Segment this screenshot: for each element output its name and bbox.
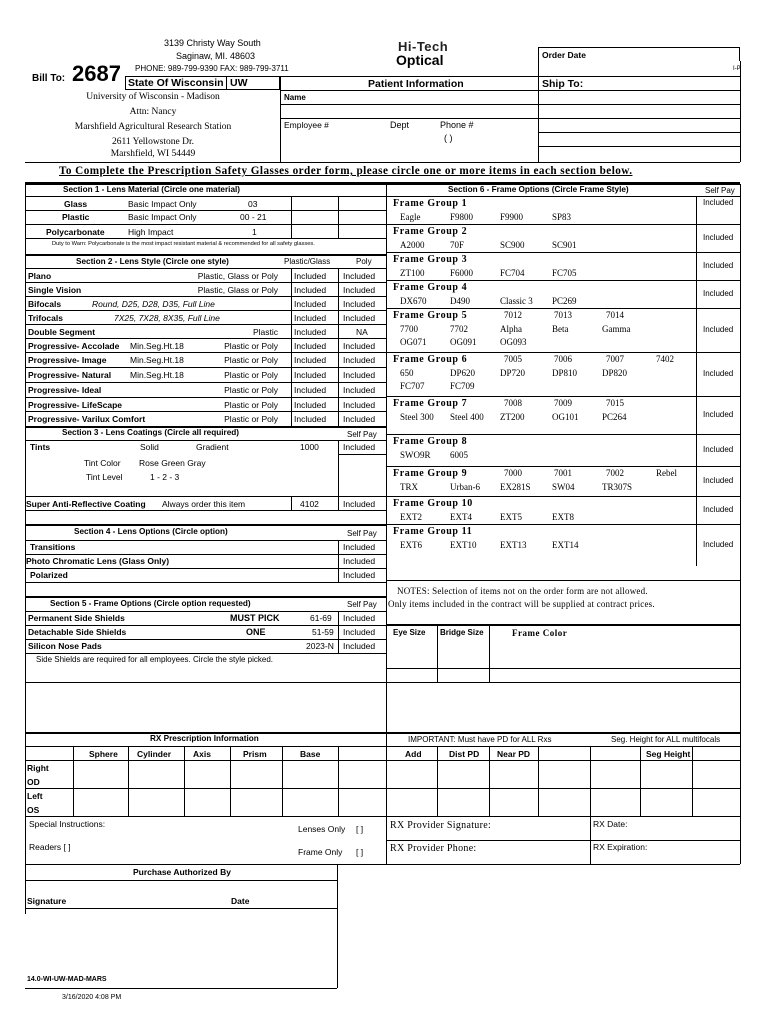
s2-row-name: Trifocals (28, 313, 63, 323)
frame-group-included: Included (703, 445, 734, 454)
bill-line-5: Marshfield, WI 54449 (110, 149, 196, 159)
patient-info-label: Patient Information (368, 78, 464, 90)
frame-model[interactable]: EXT10 (450, 540, 477, 550)
bill-to-number: 2687 (72, 61, 121, 86)
frame-group-divider (386, 524, 740, 525)
frame-model[interactable]: TR307S (602, 482, 633, 492)
frame-model[interactable]: ZT200 (500, 412, 525, 422)
frame-model[interactable]: DP820 (602, 368, 628, 378)
frame-model[interactable]: 7012 (504, 310, 522, 320)
date-label: Date (231, 896, 250, 906)
order-date-label: Order Date (542, 50, 586, 60)
frame-model[interactable]: EXT14 (552, 540, 579, 550)
s1-code-2: 1 (252, 227, 257, 237)
dept-label: Dept (390, 120, 410, 130)
frame-model[interactable]: 7009 (554, 398, 572, 408)
frame-model[interactable]: SWO9R (400, 450, 431, 460)
frame-model[interactable]: 7008 (504, 398, 522, 408)
employee-label: Employee # (284, 120, 329, 130)
frame-group-included: Included (703, 476, 734, 485)
s2-row-plastic-glass: Included (294, 299, 327, 309)
s2-row-divider (25, 282, 386, 283)
frame-model[interactable]: F9900 (500, 212, 524, 222)
frame-model[interactable]: OG093 (500, 337, 527, 347)
s2-row-divider (25, 382, 386, 383)
frame-group-included: Included (703, 261, 734, 270)
readers-checkbox[interactable]: Readers [ ] (29, 842, 71, 852)
s2-row-divider (25, 352, 386, 353)
s1-desc-0: Basic Impact Only (128, 199, 197, 209)
s2-col-pg: Plastic/Glass (284, 257, 331, 266)
s5-name-1: Detachable Side Shields (28, 627, 127, 637)
frame-group-title: Frame Group 1 (393, 198, 468, 209)
s1-name-0: Glass (64, 199, 88, 209)
ar-label: Super Anti-Reflective Coating (26, 499, 146, 509)
frame-model[interactable]: SP83 (552, 212, 572, 222)
signature-label: Signature (27, 896, 67, 906)
tints-value: Included (343, 442, 376, 452)
s1-code-1: 00 - 21 (240, 212, 267, 222)
rx-col-sphere: Sphere (89, 749, 118, 759)
rx-seg-note: Seg. Height for ALL multifocals (611, 735, 721, 744)
frame-group-included: Included (703, 325, 734, 334)
s2-row-name: Progressive- Image (28, 355, 107, 365)
ship-to-label: Ship To: (542, 78, 584, 90)
must-pick: MUST PICK (230, 613, 280, 623)
s2-row-divider (25, 338, 386, 339)
frame-model[interactable]: FC709 (450, 381, 475, 391)
s2-row-detail: Min.Seg.Ht.18 (130, 370, 184, 380)
frame-model[interactable]: FC707 (400, 381, 425, 391)
frame-model[interactable]: EXT8 (552, 512, 574, 522)
address-line1: 3139 Christy Way South (164, 38, 261, 48)
tint-color-label: Tint Color (84, 458, 121, 468)
frame-group-title: Frame Group 7 (393, 398, 468, 409)
frame-only-label: Frame Only (298, 847, 343, 857)
tints-solid: Solid (140, 442, 159, 452)
s2-row-poly: Included (343, 313, 376, 323)
frame-model[interactable]: 70F (450, 240, 465, 250)
s2-row-divider (25, 367, 386, 368)
frame-model[interactable]: Beta (552, 324, 569, 334)
s2-row-divider (25, 296, 386, 297)
s2-row-plastic-glass: Included (294, 341, 327, 351)
frame-model[interactable]: Steel 300 (400, 412, 434, 422)
frame-model[interactable]: Eagle (400, 212, 421, 222)
s2-row-poly: Included (343, 355, 376, 365)
frame-model[interactable]: F6000 (450, 268, 474, 278)
notes-line2: Only items included in the contract will be supplied at contract prices. (388, 599, 655, 609)
frame-model[interactable]: OG071 (400, 337, 427, 347)
frame-group-title: Frame Group 10 (393, 498, 473, 509)
s2-row-detail: Min.Seg.Ht.18 (130, 341, 184, 351)
s2-row-material: Plastic or Poly (224, 414, 278, 424)
frame-group-divider (386, 252, 740, 253)
ar-note: Always order this item (162, 499, 246, 509)
frame-group-divider (386, 496, 740, 497)
s5-name-0: Permanent Side Shields (28, 613, 125, 623)
frame-model[interactable]: 7001 (554, 468, 572, 478)
name-field[interactable] (330, 92, 536, 103)
bridge-size-label: Bridge Size (440, 628, 484, 637)
section3-title: Section 3 - Lens Coatings (Circle all required) (62, 428, 239, 437)
lenses-only-checkbox[interactable]: [ ] (356, 824, 364, 834)
frame-model[interactable]: Classic 3 (500, 296, 533, 306)
rx-date-label: RX Date: (593, 819, 628, 829)
frame-group-divider (386, 434, 740, 435)
frame-model[interactable]: 7402 (656, 354, 674, 364)
bill-line-2: Attn: Nancy (129, 107, 177, 117)
frame-model[interactable]: A2000 (400, 240, 425, 250)
frame-group-title: Frame Group 4 (393, 282, 468, 293)
frame-group-included: Included (703, 369, 734, 378)
s6-self-pay: Self Pay (705, 186, 735, 195)
bill-line-4: 2611 Yellowstone Dr. (112, 137, 194, 147)
rx-important: IMPORTANT: Must have PD for ALL Rxs (408, 735, 552, 744)
frame-group-title: Frame Group 6 (393, 354, 468, 365)
s4-name-2: Polarized (30, 570, 68, 580)
state-label: State Of Wisconsin (128, 77, 224, 89)
tints-code: 1000 (300, 442, 319, 452)
frame-model[interactable]: DX670 (400, 296, 427, 306)
bill-line-3: Marshfield Agricultural Research Station (74, 122, 232, 132)
s2-row-name: Progressive- Ideal (28, 385, 102, 395)
frame-model[interactable]: SC900 (500, 240, 525, 250)
section5-title: Section 5 - Frame Options (Circle option requested) (50, 599, 251, 608)
s1-note: Duty to Warn: Polycarbonate is the most impact resistant material & recommended for all safety glasses. (52, 241, 315, 247)
s2-row-poly: NA (356, 327, 368, 337)
frame-model[interactable]: 7006 (554, 354, 572, 364)
tint-level-label: Tint Level (86, 472, 123, 482)
bill-to-label: Bill To: (32, 73, 66, 84)
s2-row-poly: Included (343, 341, 376, 351)
frame-model[interactable]: PC264 (602, 412, 627, 422)
form-code: 14.0-WI-UW-MAD-MARS (27, 976, 107, 983)
rx-expiration-label: RX Expiration: (593, 842, 648, 852)
bill-line-1: University of Wisconsin - Madison (86, 92, 220, 102)
s2-row-divider (25, 411, 386, 412)
s2-row-material: Plastic (252, 327, 278, 337)
s5-note: Side Shields are required for all employees. Circle the style picked. (36, 655, 274, 664)
corner-code: I-P (733, 66, 741, 72)
s2-row-name: Progressive- Varilux Comfort (28, 414, 146, 424)
frame-group-divider (386, 352, 740, 353)
lenses-only-label: Lenses Only (298, 824, 346, 834)
phone-parens: ( ) (444, 133, 453, 143)
rx-right: Right (27, 763, 49, 773)
ar-value: Included (343, 499, 376, 509)
frame-model[interactable]: Rebel (656, 468, 677, 478)
frame-group-title: Frame Group 5 (393, 310, 468, 321)
provider-signature-label: RX Provider Signature: (390, 820, 492, 831)
s2-row-material: Plastic or Poly (224, 385, 278, 395)
s2-row-plastic-glass: Included (294, 271, 327, 281)
instruction-text: To Complete the Prescription Safety Glasses order form, please circle one or more items in each section below. (59, 165, 633, 177)
frame-group-title: Frame Group 2 (393, 226, 468, 237)
frame-model[interactable]: TRX (400, 482, 418, 492)
frame-group-included: Included (703, 198, 734, 207)
logo-bottom: Optical (396, 52, 444, 68)
frame-group-title: Frame Group 3 (393, 254, 468, 265)
s5-name-2: Silicon Nose Pads (28, 641, 102, 651)
provider-phone-label: RX Provider Phone: (390, 843, 477, 854)
s2-row-plastic-glass: Included (294, 400, 327, 410)
s2-row-plastic-glass: Included (294, 385, 327, 395)
rx-od: OD (27, 777, 40, 787)
special-instructions: Special Instructions: (29, 819, 106, 829)
frame-group-divider (386, 280, 740, 281)
frame-model[interactable]: 7700 (400, 324, 418, 334)
s2-col-poly: Poly (356, 257, 372, 266)
frame-model[interactable]: EXT13 (500, 540, 527, 550)
frame-group-included: Included (703, 289, 734, 298)
phone-label: Phone # (440, 120, 474, 130)
ar-code: 4102 (300, 499, 319, 509)
frame-model[interactable]: D490 (450, 296, 470, 306)
s2-row-material: Plastic or Poly (224, 400, 278, 410)
rx-left: Left (27, 791, 43, 801)
s2-row-poly: Included (343, 271, 376, 281)
rx-col-axis: Axis (193, 749, 211, 759)
s2-row-divider (25, 310, 386, 311)
frame-model[interactable]: Alpha (500, 324, 522, 334)
rx-seg-height: Seg Height (646, 749, 691, 759)
frame-model[interactable]: 7015 (606, 398, 624, 408)
s4-value-2: Included (343, 570, 376, 580)
section1-title: Section 1 - Lens Material (Circle one material) (63, 185, 240, 194)
rx-near-pd: Near PD (497, 749, 531, 759)
s2-row-plastic-glass: Included (294, 414, 327, 424)
frame-model[interactable]: FC704 (500, 268, 525, 278)
rx-add: Add (405, 749, 422, 759)
frame-model[interactable]: 7002 (606, 468, 624, 478)
frame-group-included: Included (703, 540, 734, 549)
frame-model[interactable]: Gamma (602, 324, 631, 334)
s2-row-name: Progressive- LifeScape (28, 400, 123, 410)
tint-colors: Rose Green Gray (139, 458, 206, 468)
s2-row-material: Plastic or Poly (224, 341, 278, 351)
tint-levels: 1 - 2 - 3 (150, 472, 180, 482)
s3-self-pay: Self Pay (347, 430, 377, 439)
frame-color-label: Frame Color (512, 628, 568, 638)
s2-row-plastic-glass: Included (294, 355, 327, 365)
frame-model[interactable]: F9800 (450, 212, 474, 222)
s1-name-1: Plastic (62, 212, 90, 222)
rx-os: OS (27, 805, 40, 815)
s2-row-detail: Round, D25, D28, D35, Full Line (92, 299, 215, 309)
one-label: ONE (246, 627, 266, 637)
s2-row-material: Plastic or Poly (224, 370, 278, 380)
frame-group-title: Frame Group 11 (393, 526, 473, 537)
s1-name-2: Polycarbonate (46, 227, 105, 237)
logo-top: Hi-Tech (398, 39, 449, 54)
s2-row-detail: 7X25, 7X28, 8X35, Full Line (114, 313, 220, 323)
frame-group-title: Frame Group 8 (393, 436, 468, 447)
s2-row-plastic-glass: Included (294, 327, 327, 337)
frame-group-divider (386, 224, 740, 225)
section6-title: Section 6 - Frame Options (Circle Frame Style) (448, 185, 629, 194)
eye-size-label: Eye Size (393, 628, 426, 637)
tints-label: Tints (30, 442, 51, 452)
frame-model[interactable]: OG091 (450, 337, 477, 347)
frame-model[interactable]: 7014 (606, 310, 624, 320)
frame-model[interactable]: SW04 (552, 482, 575, 492)
phone-fax: PHONE: 989-799-9390 FAX: 989-799-3711 (135, 64, 289, 73)
rx-title: RX Prescription Information (150, 734, 259, 743)
frame-model[interactable]: SC901 (552, 240, 577, 250)
section2-title: Section 2 - Lens Style (Circle one style) (76, 257, 229, 266)
frame-model[interactable]: Urban-6 (450, 482, 480, 492)
s1-code-0: 03 (248, 199, 258, 209)
state-code: UW (230, 77, 248, 89)
frame-model[interactable]: FC705 (552, 268, 577, 278)
tints-gradient: Gradient (196, 442, 229, 452)
rx-col-cylinder: Cylinder (137, 749, 172, 759)
s2-row-divider (25, 324, 386, 325)
s2-row-name: Bifocals (28, 299, 62, 309)
frame-model[interactable]: 7005 (504, 354, 522, 364)
s2-row-poly: Included (343, 299, 376, 309)
frame-model[interactable]: Steel 400 (450, 412, 484, 422)
notes-line1: NOTES: Selection of items not on the order form are not allowed. (397, 586, 648, 596)
s5-code-0: 61-69 (310, 613, 332, 623)
frame-model[interactable]: 7702 (450, 324, 468, 334)
frame-group-included: Included (703, 505, 734, 514)
s5-code-1: 51-59 (312, 627, 334, 637)
frame-model[interactable]: EXT5 (500, 512, 522, 522)
s2-row-plastic-glass: Included (294, 313, 327, 323)
frame-group-divider (386, 396, 740, 397)
s4-self-pay: Self Pay (347, 529, 377, 538)
section4-title: Section 4 - Lens Options (Circle option) (74, 527, 228, 536)
s2-row-material: Plastic or Poly (224, 355, 278, 365)
rx-col-base: Base (300, 749, 321, 759)
frame-model[interactable]: 650 (400, 368, 414, 378)
s2-row-poly: Included (343, 370, 376, 380)
s2-row-name: Progressive- Accolade (28, 341, 120, 351)
s4-value-1: Included (343, 556, 376, 566)
frame-model[interactable]: 7013 (554, 310, 572, 320)
frame-model[interactable]: EXT6 (400, 540, 422, 550)
frame-model[interactable]: 6005 (450, 450, 468, 460)
s1-desc-1: Basic Impact Only (128, 212, 197, 222)
frame-model[interactable]: DP810 (552, 368, 578, 378)
purchase-authorized: Purchase Authorized By (133, 867, 231, 877)
s2-row-plastic-glass: Included (294, 285, 327, 295)
s5-value-0: Included (343, 613, 376, 623)
frame-model[interactable]: DP620 (450, 368, 476, 378)
rx-dist-pd: Dist PD (449, 749, 480, 759)
rx-col-prism: Prism (243, 749, 267, 759)
frame-model[interactable]: EX281S (500, 482, 531, 492)
s2-row-plastic-glass: Included (294, 370, 327, 380)
address-line2: Saginaw, MI. 48603 (176, 51, 256, 61)
frame-model[interactable]: OG101 (552, 412, 579, 422)
frame-group-divider (386, 308, 740, 309)
s2-row-poly: Included (343, 400, 376, 410)
s5-code-2: 2023-N (306, 641, 334, 651)
hi-tech-optical-logo (392, 40, 462, 70)
s2-row-name: Single Vision (28, 285, 82, 295)
s2-row-poly: Included (343, 285, 376, 295)
s2-row-divider (25, 397, 386, 398)
s2-row-name: Plano (28, 271, 52, 281)
s2-row-detail: Min.Seg.Ht.18 (130, 355, 184, 365)
s5-value-2: Included (343, 641, 376, 651)
frame-model[interactable]: 7007 (606, 354, 624, 364)
frame-model[interactable]: ZT100 (400, 268, 425, 278)
frame-model[interactable]: 7000 (504, 468, 522, 478)
s2-row-name: Progressive- Natural (28, 370, 112, 380)
frame-model[interactable]: EXT4 (450, 512, 472, 522)
frame-only-checkbox[interactable]: [ ] (356, 847, 364, 857)
s2-row-poly: Included (343, 414, 376, 424)
frame-group-included: Included (703, 233, 734, 242)
s2-row-material: Plastic, Glass or Poly (197, 285, 278, 295)
s4-value-0: Included (343, 542, 376, 552)
s2-row-material: Plastic, Glass or Poly (197, 271, 278, 281)
frame-model[interactable]: EXT2 (400, 512, 422, 522)
frame-group-included: Included (703, 410, 734, 419)
frame-model[interactable]: DP720 (500, 368, 526, 378)
timestamp: 3/16/2020 4:08 PM (62, 994, 122, 1001)
s4-name-0: Transitions (30, 542, 76, 552)
frame-model[interactable]: PC269 (552, 296, 577, 306)
frame-group-divider (386, 466, 740, 467)
frame-group-title: Frame Group 9 (393, 468, 468, 479)
s2-row-name: Double Segment (28, 327, 96, 337)
s5-self-pay: Self Pay (347, 600, 377, 609)
name-label: Name (284, 93, 306, 102)
s5-value-1: Included (343, 627, 376, 637)
s2-row-poly: Included (343, 385, 376, 395)
s1-desc-2: High Impact (128, 227, 174, 237)
s4-name-1: Photo Chromatic Lens (Glass Only) (26, 556, 170, 566)
